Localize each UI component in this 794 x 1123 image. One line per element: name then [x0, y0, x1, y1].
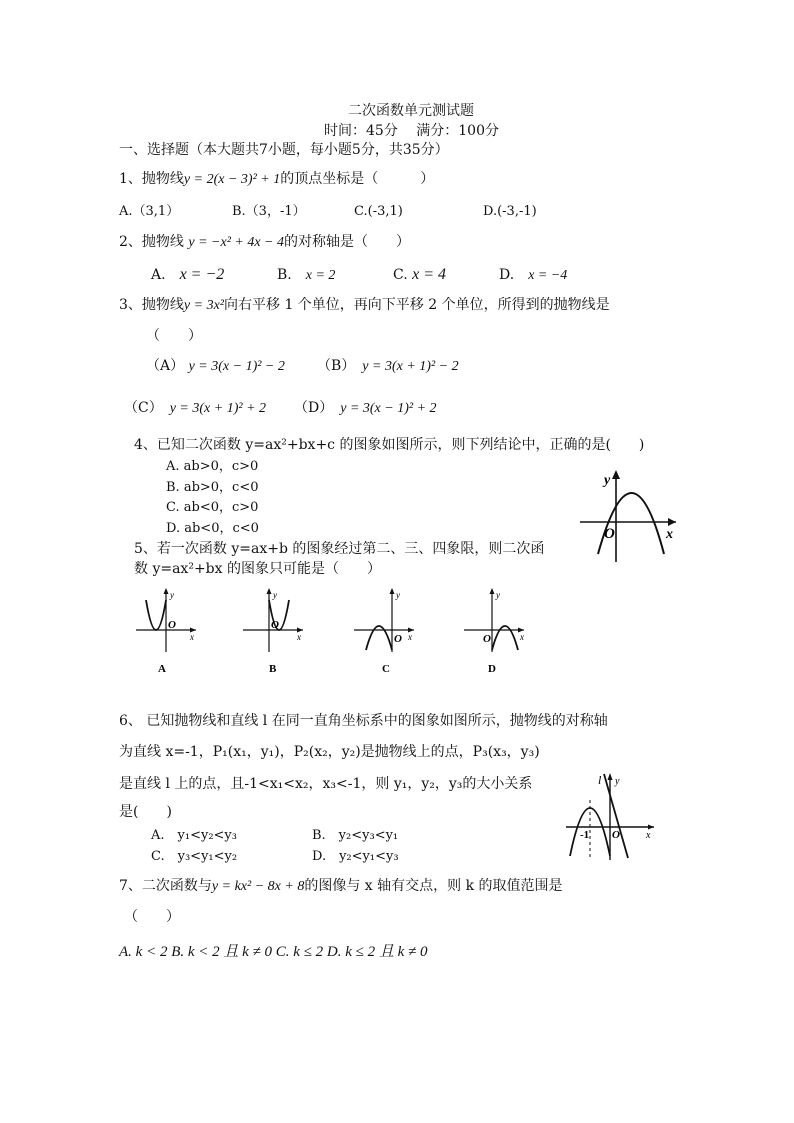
question-5-line1: 5、若一次函数 y=ax+b 的图象经过第二、三、四象限，则二次函 [134, 541, 545, 557]
q4-option-a: A. ab>0，c>0 [166, 459, 259, 474]
question-6-line4: 是( ) [119, 804, 172, 820]
q2-option-c-label: C. [393, 267, 408, 283]
q5c-y-arrow-icon [390, 588, 395, 594]
q3-option-b [317, 357, 459, 376]
q6-y-arrow-icon [608, 773, 613, 780]
q6-origin-label: O [612, 829, 620, 841]
q5a-caption: A [158, 663, 166, 675]
question-6-line2: 为直线 x=-1，P₁(x₁，y₁)，P₂(x₂，y₂)是抛物线上的点，P₃(x₃，y₃) [119, 744, 540, 760]
q2-option-b-label: B. [277, 267, 292, 283]
q4-x-arrow-icon [668, 518, 676, 526]
q1-option-a: A.（3,1） [119, 204, 180, 219]
q7-options: A. k < 2 B. k < 2 且 k ≠ 0 C. k ≤ 2 D. k ≤ 2 且 k ≠ 0 [119, 944, 428, 960]
q6-x-arrow-icon [648, 825, 654, 830]
q2-option-d [499, 266, 567, 285]
question-4-stem: 4、已知二次函数 y=ax²+bx+c 的图象如图所示，则下列结论中，正确的是( ) [134, 437, 645, 453]
q3-answer-paren: （ ） [146, 328, 202, 344]
q2-option-a-label: A. [151, 267, 166, 283]
q1-option-d: D.(-3,-1) [483, 204, 537, 219]
q1-formula: y = 2(x − 3)² + 1 [183, 172, 281, 187]
question-5-line2: 数 y=ax²+bx 的图象只可能是（ ） [134, 561, 381, 577]
q3-option-a [146, 357, 285, 376]
q4-origin-label: O [604, 526, 615, 542]
q5b-y-label: y [273, 590, 277, 600]
q7-formula: y = kx² − 8x + 8 [211, 879, 305, 894]
q3-option-a-label: （A） [146, 358, 185, 374]
q5a-parabola [146, 600, 166, 630]
section-heading: 一、选择题（本大题共7小题，每小题5分，共35分） [119, 142, 449, 158]
q1-stem-rest: 的顶点坐标是（ ） [280, 171, 435, 187]
q2-option-b [277, 266, 335, 285]
q1-number: 1、抛物线 [119, 171, 184, 187]
q5d-x-label: x [520, 632, 524, 642]
q6-option-b: B. y₂<y₃<y₁ [312, 828, 399, 843]
q2-option-b-value: x = 2 [305, 268, 336, 283]
q3-option-c-value: y = 3(x + 1)² + 2 [169, 401, 267, 416]
q1-option-c: C.(-3,1) [354, 204, 403, 219]
q3-option-d-label: （D） [294, 400, 327, 416]
q5d-y-arrow-icon [490, 588, 495, 594]
q7-number: 7、二次函数与 [119, 878, 212, 894]
q3-option-b-label: （B） [317, 358, 349, 374]
q5d-caption: D [488, 663, 496, 675]
q2-formula: y = −x² + 4x − 4 [188, 235, 285, 250]
question-2 [119, 233, 410, 252]
question-6-line1: 6、 已知抛物线和直线 l 在同一直角坐标系中的图象如图所示，抛物线的对称轴 [119, 713, 608, 729]
q7-stem-rest: 的图像与 x 轴有交点，则 k 的取值范围是 [304, 878, 563, 894]
q5c-y-label: y [396, 590, 400, 600]
q3-stem-rest: 向右平移 1 个单位，再向下平移 2 个单位，所得到的抛物线是 [224, 297, 610, 313]
q3-option-a-value: y = 3(x − 1)² − 2 [188, 359, 285, 374]
q4-y-arrow-icon [612, 470, 620, 479]
q4-option-d: D. ab<0，c<0 [166, 521, 259, 536]
q5d-origin: O [483, 633, 491, 645]
q5c-origin: O [394, 633, 402, 645]
q5-graph-a [134, 586, 200, 676]
q4-option-c: C. ab<0，c>0 [166, 500, 259, 515]
q6-option-c: C. y₃<y₁<y₂ [151, 849, 238, 864]
q6-line-label: l [598, 773, 602, 787]
q4-y-label: y [604, 473, 611, 488]
q4-parabola-curve [598, 493, 664, 554]
q5b-origin: O [271, 619, 279, 631]
q6-y-label: y [615, 776, 620, 787]
q2-option-d-value: x = −4 [528, 268, 568, 283]
q5c-caption: C [382, 663, 390, 675]
q7-answer-paren: （ ） [124, 909, 180, 925]
q1-option-b: B.（3，-1） [232, 204, 306, 219]
q5c-x-label: x [408, 632, 412, 642]
q2-option-a [151, 266, 224, 284]
q6-option-a: A. y₁<y₂<y₃ [151, 828, 237, 843]
q5a-y-label: y [170, 590, 174, 600]
q5a-y-arrow-icon [164, 588, 169, 594]
question-1 [119, 170, 434, 189]
q2-number: 2、抛物线 [119, 234, 184, 250]
q5b-x-label: x [297, 632, 301, 642]
q2-option-c-value: x = 4 [412, 266, 447, 283]
q4-x-label: x [666, 527, 673, 542]
q5-graph-c [352, 586, 418, 676]
q5a-origin: O [168, 619, 176, 631]
q6-x-label: x [646, 830, 651, 841]
q3-option-d-value: y = 3(x − 1)² + 2 [340, 401, 437, 416]
page-title: 二次函数单元测试题 [348, 103, 474, 119]
q6-neg1-label: -1 [580, 829, 590, 841]
q3-option-c [124, 399, 266, 418]
q5b-caption: B [269, 663, 277, 675]
q3-option-c-label: （C） [124, 400, 156, 416]
q3-number: 3、抛物线 [119, 297, 184, 313]
question-7 [119, 877, 563, 896]
q4-option-b: B. ab>0，c<0 [166, 480, 259, 495]
q3-option-b-value: y = 3(x + 1)² − 2 [362, 359, 459, 374]
q4-parabola-figure [576, 464, 680, 564]
q5a-x-label: x [190, 632, 194, 642]
q5b-y-arrow-icon [267, 588, 272, 594]
q2-stem-rest: 的对称轴是（ ） [284, 234, 411, 250]
q2-option-d-label: D. [499, 267, 515, 283]
q2-option-a-value: x = −2 [179, 266, 225, 283]
q5-graph-b [241, 586, 307, 676]
q3-formula: y = 3x² [183, 298, 224, 313]
q2-option-c [393, 266, 446, 284]
q5-graph-d [462, 586, 528, 676]
q3-option-d [294, 399, 437, 418]
question-6-line3: 是直线 l 上的点，且-1<x₁<x₂，x₃<-1，则 y₁，y₂，y₃的大小关系 [119, 776, 533, 792]
q6-option-d: D. y₂<y₁<y₃ [312, 849, 399, 864]
q5d-y-label: y [496, 590, 500, 600]
question-3 [119, 296, 610, 315]
exam-info: 时间：45分 满分：100分 [324, 123, 499, 139]
q6-figure [562, 770, 658, 862]
